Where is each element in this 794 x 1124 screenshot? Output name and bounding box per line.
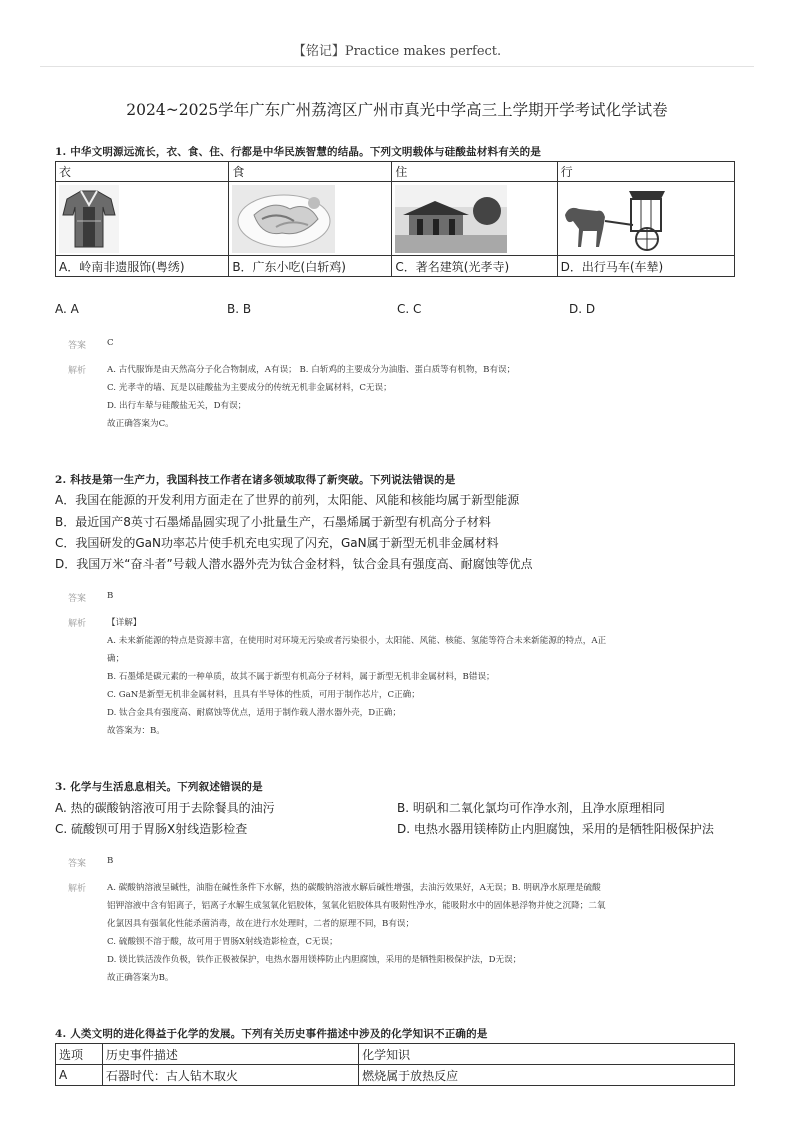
q3-analysis-label: 解析	[68, 884, 87, 894]
q3-option-a[interactable]: A. 热的碳酸钠溶液可用于去除餐具的油污	[55, 801, 275, 815]
q4-header-cell: 选项	[56, 1044, 103, 1065]
carriage-image	[561, 185, 673, 253]
q3-analysis-line: 故正确答案为B。	[107, 973, 174, 983]
q1-header-cell: 衣	[56, 162, 229, 182]
q2-stem: 2. 科技是第一生产力，我国科技工作者在诸多领域取得了新突破。下列说法错误的是	[55, 474, 456, 486]
table-row	[56, 1065, 735, 1086]
q2-analysis-line: 【详解】	[107, 618, 142, 628]
q4-cell: 石器时代：古人钻木取火	[102, 1065, 358, 1086]
q1-analysis-line: 故正确答案为C。	[107, 419, 174, 429]
chicken-dish-image	[232, 185, 335, 253]
q2-option-b[interactable]: B．最近国产8英寸石墨烯晶圆实现了小批量生产，石墨烯属于新型有机高分子材料	[55, 515, 491, 529]
q4-cell: 燃烧属于放热反应	[359, 1065, 735, 1086]
q3-analysis-line: 铝钾溶液中含有铝离子，铝离子水解生成氢氧化铝胶体，氢氧化铝胶体具有吸附性净水，能吸附水中的固体悬浮物并使之沉降；二氧	[107, 901, 606, 911]
q4-stem: 4. 人类文明的进化得益于化学的发展。下列有关历史事件描述中涉及的化学知识不正确的是	[55, 1028, 488, 1040]
q3-analysis-line: C. 硫酸钡不溶于酸，故可用于胃肠X射线造影检查，C无误；	[107, 937, 338, 947]
q1-header-cell: 食	[229, 162, 392, 182]
q1-choice-d[interactable]: D. D	[569, 302, 596, 316]
q1-image-cell	[557, 182, 734, 256]
q1-caption: B．广东小吃(白斩鸡)	[229, 256, 392, 277]
q1-header-cell: 住	[392, 162, 557, 182]
q4-header-cell: 化学知识	[359, 1044, 735, 1065]
temple-image	[395, 185, 507, 253]
q2-analysis-line: 确；	[107, 654, 125, 664]
q2-analysis-line: 故答案为：B。	[107, 726, 165, 736]
q1-caption: D．出行马车(车辇)	[557, 256, 734, 277]
q4-table	[55, 1043, 735, 1086]
q4-cell: A	[56, 1065, 103, 1086]
q2-analysis-line: B. 石墨烯是碳元素的一种单质，故其不属于新型有机高分子材料，属于新型无机非金属材料，B错误；	[107, 672, 495, 682]
q1-stem: 1. 中华文明源远流长，衣、食、住、行都是中华民族智慧的结晶。下列文明载体与硅酸盐材料有关的是	[55, 146, 542, 158]
q1-analysis-line: A. 古代服饰是由天然高分子化合物制成，A有误； B. 白斩鸡的主要成分为油脂、蛋白质等有机物，B有误；	[107, 365, 516, 375]
q1-analysis-label: 解析	[68, 366, 87, 376]
q3-analysis-line: A. 碳酸钠溶液呈碱性，油脂在碱性条件下水解，热的碳酸钠溶液水解后碱性增强，去油污效果好，A无误；B. 明矾净水原理是硫酸	[107, 883, 601, 893]
header-divider	[40, 66, 754, 67]
q1-caption: C．著名建筑(光孝寺)	[392, 256, 557, 277]
q2-option-a[interactable]: A．我国在能源的开发利用方面走在了世界的前列，太阳能、风能和核能均属于新型能源	[55, 493, 520, 507]
q1-analysis-line: C. 光孝寺的墙、瓦是以硅酸盐为主要成分的传统无机非金属材料，C无误；	[107, 383, 392, 393]
header-motto: 【铭记】Practice makes perfect.	[292, 44, 502, 59]
page-title: 2024~2025学年广东广州荔湾区广州市真光中学高三上学期开学考试化学试卷	[126, 101, 668, 119]
q1-image-cell	[229, 182, 392, 256]
q1-image-cell	[56, 182, 229, 256]
q3-option-d[interactable]: D. 电热水器用镁棒防止内胆腐蚀，采用的是牺牲阳极保护法	[397, 822, 714, 836]
q1-caption: A．岭南非遗服饰(粤绣)	[56, 256, 229, 277]
q2-analysis-line: D. 钛合金具有强度高、耐腐蚀等优点，适用于制作载人潜水器外壳，D正确；	[107, 708, 401, 718]
q2-option-c[interactable]: C．我国研发的GaN功率芯片使手机充电实现了闪充，GaN属于新型无机非金属材料	[55, 536, 499, 550]
q1-table	[55, 161, 735, 277]
q1-analysis-line: D. 出行车辇与硅酸盐无关，D有误；	[107, 401, 247, 411]
q1-answer-label: 答案	[68, 341, 87, 351]
q3-answer-label: 答案	[68, 859, 87, 869]
q2-analysis-line: A. 未来新能源的特点是资源丰富，在使用时对环境无污染或者污染很小，太阳能、风能、核能、氢能等符合未来新能源的特点，A正	[107, 636, 607, 646]
q2-analysis-label: 解析	[68, 619, 87, 629]
q1-choice-c[interactable]: C. C	[397, 302, 422, 316]
q1-choice-a[interactable]: A. A	[55, 302, 79, 316]
q2-answer-value: B	[107, 591, 114, 601]
q1-header-cell: 行	[557, 162, 734, 182]
q3-analysis-line: 化氯因具有强氧化性能杀菌消毒，故在进行水处理时，二者的原理不同，B有误；	[107, 919, 415, 929]
q2-answer-label: 答案	[68, 594, 87, 604]
q1-answer-value: C	[107, 338, 114, 348]
q1-image-cell	[392, 182, 557, 256]
q3-option-b[interactable]: B. 明矾和二氧化氯均可作净水剂，且净水原理相同	[397, 801, 665, 815]
q2-option-d[interactable]: D．我国万米“奋斗者”号载人潜水器外壳为钛合金材料，钛合金具有强度高、耐腐蚀等优点	[55, 557, 533, 571]
q3-stem: 3. 化学与生活息息相关。下列叙述错误的是	[55, 781, 263, 793]
q3-analysis-line: D. 镁比铁活泼作负极，铁作正极被保护，电热水器用镁棒防止内胆腐蚀，采用的是牺牲阳极保护法，D无误；	[107, 955, 522, 965]
robe-image	[59, 185, 119, 253]
q1-choice-b[interactable]: B. B	[227, 302, 252, 316]
q2-analysis-line: C. GaN是新型无机非金属材料，且具有半导体的性质，可用于制作芯片，C正确；	[107, 690, 420, 700]
q3-option-c[interactable]: C. 硫酸钡可用于胃肠X射线造影检查	[55, 822, 248, 836]
q4-header-cell: 历史事件描述	[102, 1044, 358, 1065]
q3-answer-value: B	[107, 856, 114, 866]
